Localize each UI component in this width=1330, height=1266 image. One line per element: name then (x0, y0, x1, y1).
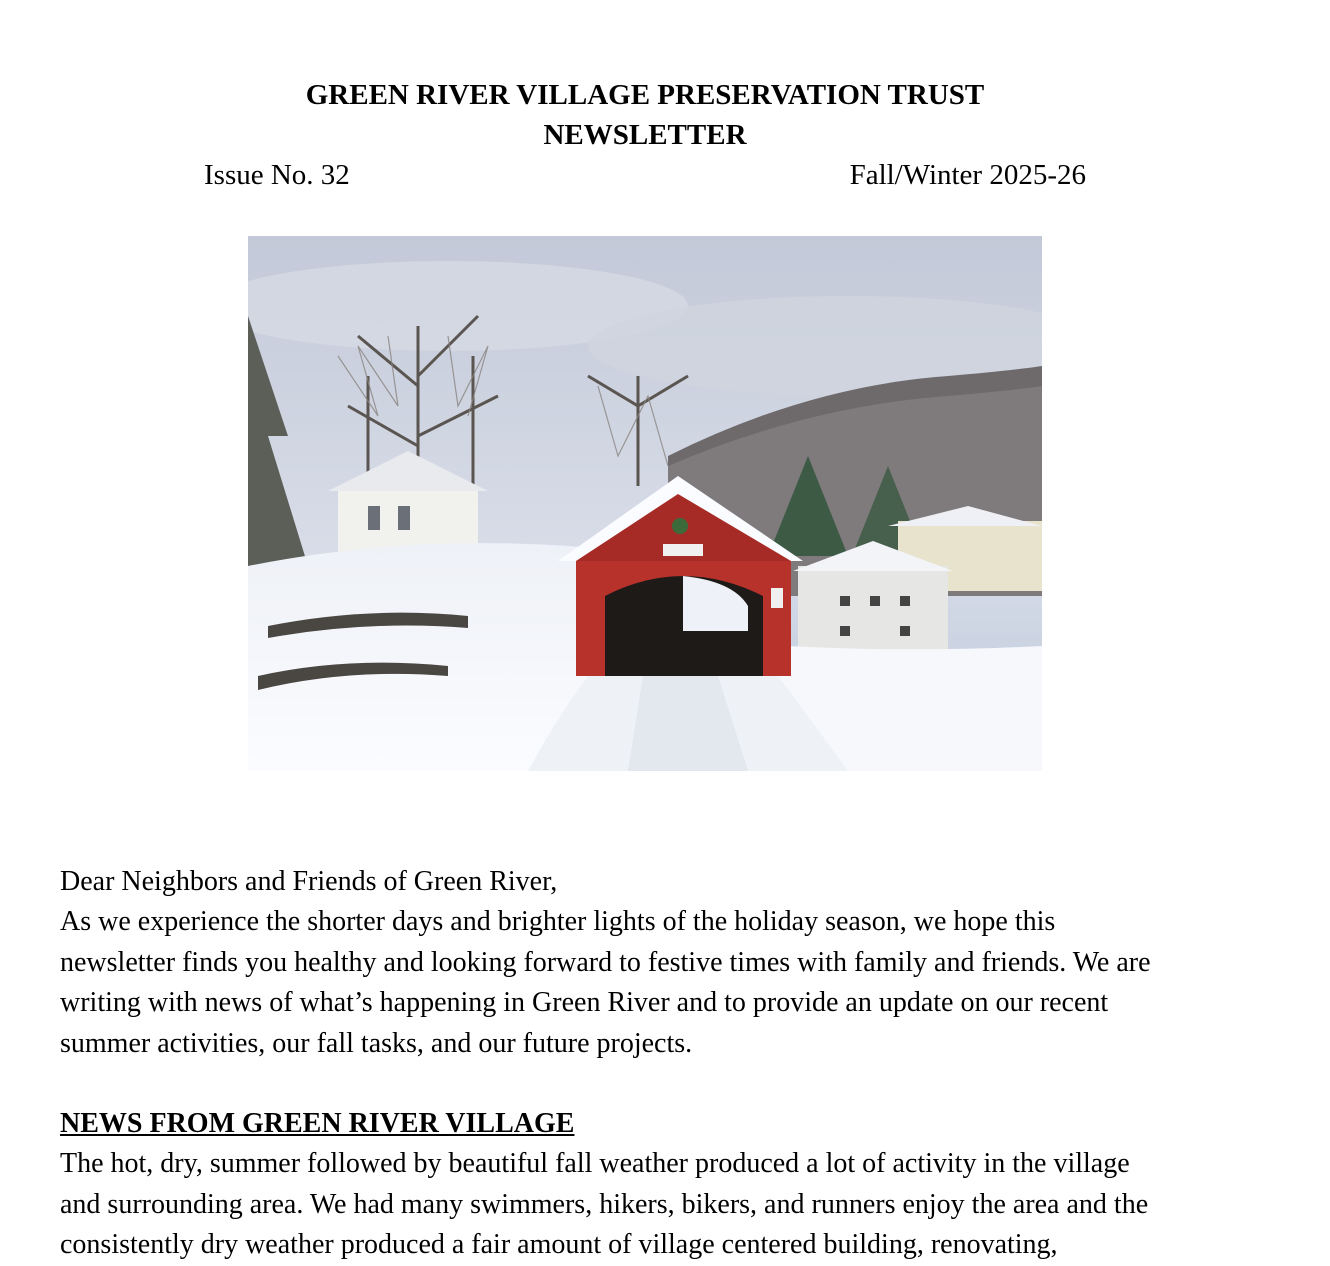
paragraph-line: summer activities, our fall tasks, and our future projects. (60, 1027, 693, 1059)
covered-bridge-winter-photo-icon (248, 236, 1042, 771)
paragraph-line: consistently dry weather produced a fair amount of village centered building, renovating, (60, 1229, 1058, 1260)
paragraph-line: and surrounding area. We had many swimmers, hikers, bikers, and runners enjoy the area and the (60, 1188, 1149, 1220)
issue-number: Issue No. 32 (204, 159, 350, 191)
letter-paragraph-2 (60, 1144, 1260, 1266)
paragraph-line: writing with news of what’s happening in Green River and to provide an update on our recent (60, 987, 1109, 1018)
paragraph-line: As we experience the shorter days and brighter lights of the holiday season, we hope this (60, 906, 1056, 937)
section-heading-news: NEWS FROM GREEN RIVER VILLAGE (60, 1108, 575, 1139)
issue-season: Fall/Winter 2025-26 (849, 159, 1086, 191)
letter-greeting: Dear Neighbors and Friends of Green River, (60, 866, 558, 897)
newsletter-title-line2: NEWSLETTER (543, 119, 747, 151)
paragraph-line: The hot, dry, summer followed by beautiful fall weather produced a lot of activity in the village (60, 1148, 1130, 1179)
newsletter-title-line1: GREEN RIVER VILLAGE PRESERVATION TRUST (305, 79, 985, 111)
covered-bridge-photo (248, 236, 1042, 771)
letter-paragraph-1 (60, 902, 1260, 1064)
paragraph-line: newsletter finds you healthy and looking forward to festive times with family and friends. We are (60, 946, 1151, 978)
issue-row (204, 155, 1086, 195)
